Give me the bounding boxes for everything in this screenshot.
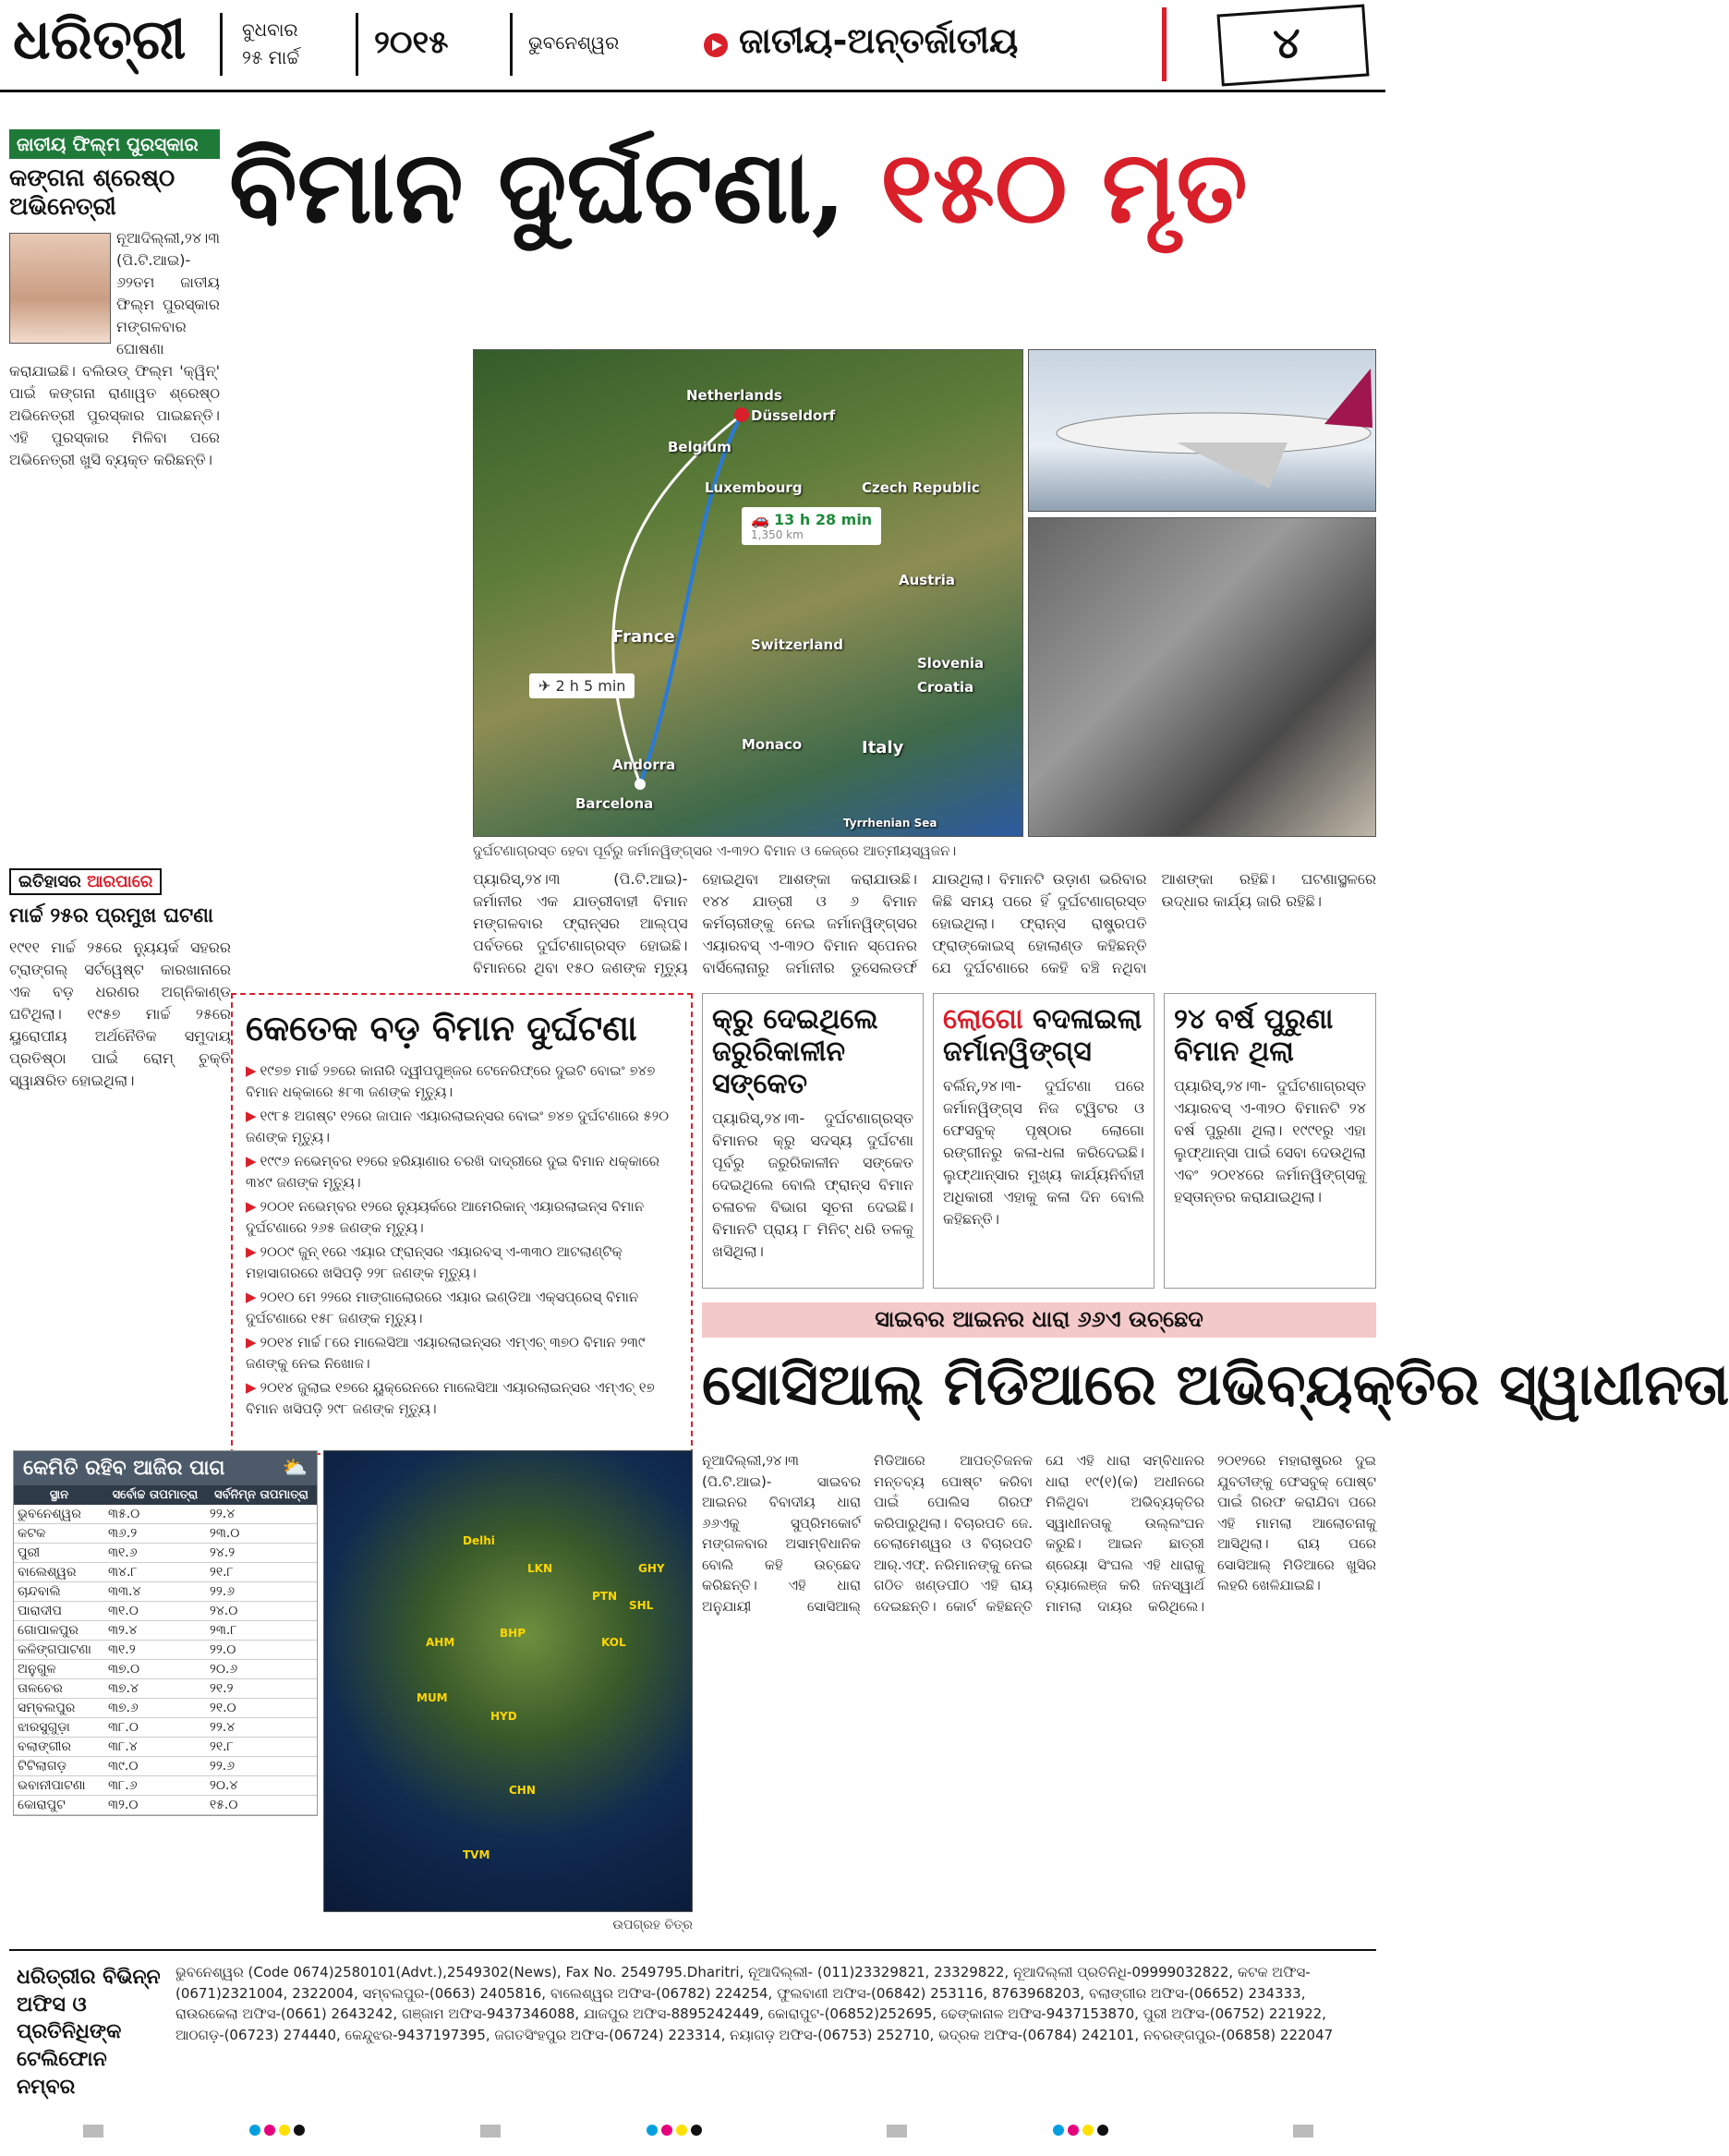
map-label: Luxembourg <box>705 479 803 496</box>
weather-min: ୨୪.୦ <box>206 1602 317 1621</box>
weather-place: ଭବାନୀପାଟଣା <box>14 1776 104 1796</box>
major-crashes-box <box>231 993 693 1455</box>
weather-row <box>14 1738 317 1757</box>
weather-min: ୨୧.୮ <box>206 1738 317 1757</box>
weather-max: ୩୪.୮ <box>104 1563 206 1582</box>
satellite-image <box>323 1450 693 1912</box>
story-body: ବର୍ଲିନ୍,୨୪।୩- ଦୁର୍ଘଟଣା ପରେ ଜର୍ମାନୱିଙ୍ଗ୍‌ସ ନିଜ ଟ୍ୱିଟର ଓ ଫେସବୁକ୍ ପୃଷ୍ଠାର ଲୋଗୋ ରଙ୍ଗୀନରୁ କଳା-ଧଳା କରିଦେଇଛି। ଲୁଫ୍‌ଥାନ୍‌ସାର ମୁଖ୍ୟ କାର୍ଯ୍ୟନିର୍ବାହୀ ଅଧିକାରୀ ଏହାକୁ କଳା ଦିନ ବୋଲି କହିଛନ୍ତି। <box>943 1077 1144 1228</box>
map-label: Tyrrhenian Sea <box>843 817 937 830</box>
weather-max: ୩୭.୪ <box>104 1679 206 1699</box>
photo-caption: ଦୁର୍ଘଟଣାଗ୍ରସ୍ତ ହେବା ପୂର୍ବରୁ ଜର୍ମାନୱିଙ୍ଗ୍‌ସର ଏ-୩୨୦ ବିମାନ ଓ କେଜ୍‌ରେ ଆତ୍ମୀୟସ୍ୱଜନ। <box>473 842 957 859</box>
color-dot <box>661 2125 672 2136</box>
weather-place: ସମ୍ବଲପୁର <box>14 1699 104 1718</box>
crash-item: ▶ ୨୦୧୪ ମାର୍ଚ୍ଚ ୮ରେ ମାଲେସିଆ ଏୟାରଲାଇନ୍ସର ଏମ୍‌ଏଚ୍ ୩୭୦ ବିମାନ ୨୩୯ ଜଣଙ୍କୁ ନେଇ ନିଖୋଜ। <box>246 1332 678 1374</box>
weather-place: ଗୋପାଳପୁର <box>14 1621 104 1641</box>
weather-min: ୨୨.୬ <box>206 1582 317 1602</box>
weather-max: ୩୮.୬ <box>104 1776 206 1796</box>
history-badge-prefix: ଇତିହାସର <box>18 872 81 891</box>
weather-place: ପାରାଦୀପ <box>14 1602 104 1621</box>
weather-max: ୩୮.୦ <box>104 1718 206 1738</box>
weather-place: ଟିଟିଲାଗଡ଼ <box>14 1757 104 1776</box>
weather-max: ୩୧.୬ <box>104 1544 206 1563</box>
weather-row <box>14 1602 317 1621</box>
sat-city: AHM <box>426 1636 455 1649</box>
weather-max: ୩୩.୪ <box>104 1582 206 1602</box>
grieving-relatives-photo <box>1028 517 1376 837</box>
film-award-story <box>9 129 220 471</box>
sat-city: Delhi <box>463 1534 495 1547</box>
weather-row <box>14 1524 317 1544</box>
weather-max: ୩୨.୦ <box>104 1796 206 1815</box>
weather-max: ୩୯.୦ <box>104 1757 206 1776</box>
masthead-divider <box>510 13 513 76</box>
cloud-sun-icon: ⛅ <box>282 1457 308 1480</box>
actress-photo <box>9 233 111 344</box>
weather-place: ଚାନ୍ଦବାଲି <box>14 1582 104 1602</box>
story-body: ପ୍ୟାରିସ୍,୨୪।୩- ଦୁର୍ଘଟଣାଗ୍ରସ୍ତ ଏୟାରବସ୍ ଏ-୩୨୦ ବିମାନଟି ୨୪ ବର୍ଷ ପୁରୁଣା ଥିଲା। ୧୯୯୧ରୁ ଏହା ଲୁଫ୍‌ଥାନ୍‌ସା ପାଇଁ ସେବା ଦେଉଥିଲା ଏବଂ ୨୦୧୪ରେ ଜର୍ମାନୱିଙ୍ଗ୍‌ସକୁ ହସ୍ତାନ୍ତର କରାଯାଇଥିଲା। <box>1174 1077 1366 1205</box>
crash-item: ▶ ୧୯୯୬ ନଭେମ୍ବର ୧୨ରେ ହରିୟାଣାର ଚରଖି ଦାଦ୍ରୀରେ ଦୁଇ ବିମାନ ଧକ୍କାରେ ୩୪୯ ଜଣଙ୍କ ମୃତ୍ୟୁ। <box>246 1151 678 1193</box>
main-headline <box>229 129 1374 249</box>
weather-row <box>14 1679 317 1699</box>
weather-min: ୨୨.୪ <box>206 1718 317 1738</box>
main-story-body: ପ୍ୟାରିସ୍,୨୪।୩ (ପି.ଟି.ଆଇ)- ଜର୍ମାନୀର ଏକ ଯାତ୍ରୀବାହୀ ବିମାନ ମଙ୍ଗଳବାର ଫ୍ରାନ୍ସର ଆଲ୍‌ପ୍ସ ପର୍ବତରେ ଦୁର୍ଘଟଣାଗ୍ରସ୍ତ ହୋଇଛି। ବିମାନରେ ଥିବା ୧୫୦ ଜଣଙ୍କ ମୃତ୍ୟୁ ହୋଇଥିବା ଆଶଙ୍କା କରାଯାଉଛି। ୧୪୪ ଯାତ୍ରୀ ଓ ୬ ବିମାନ କର୍ମଚାରୀଙ୍କୁ ନେଇ ଜର୍ମାନୱିଙ୍ଗ୍‌ସର ଏୟାରବସ୍ ଏ-୩୨୦ ବିମାନ ସ୍ପେନର ବାର୍ସିଲୋନାରୁ ଜର୍ମାନୀର ଡୁସେଲଡର୍ଫ ଯାଉଥିଲା। ବିମାନଟି ଉଡ଼ାଣ ଭରିବାର କିଛି ସମୟ ପରେ ହିଁ ଦୁର୍ଘଟଣାଗ୍ରସ୍ତ ହୋଇଥିଲା। ଫ୍ରାନ୍ସ ରାଷ୍ଟ୍ରପତି ଫ୍ରାଙ୍କୋଇସ୍ ହୋଲାଣ୍ଡ କହିଛନ୍ତି ଯେ ଦୁର୍ଘଟଣାରେ କେହି ବଞ୍ଚି ନଥିବା ଆଶଙ୍କା ରହିଛି। ଘଟଣାସ୍ଥଳରେ ଉଦ୍ଧାର କାର୍ଯ୍ୟ ଜାରି ରହିଛି। <box>473 870 1376 976</box>
drive-time: 13 h 28 min <box>774 511 873 528</box>
weather-max: ୩୨.୪ <box>104 1621 206 1641</box>
weather-place: କୋରାପୁଟ <box>14 1796 104 1815</box>
map-label: Belgium <box>668 439 732 455</box>
map-label: Netherlands <box>686 387 782 404</box>
weather-min: ୨୨.୬ <box>206 1757 317 1776</box>
map-label: Switzerland <box>751 636 843 653</box>
page-number: ୪ <box>1271 17 1303 69</box>
office-contacts <box>9 1949 1376 2097</box>
sat-city: TVM <box>463 1848 490 1861</box>
story-body: ପ୍ୟାରିସ୍,୨୪।୩- ଦୁର୍ଘଟଣାଗ୍ରସ୍ତ ବିମାନର କ୍ରୁ ସଦସ୍ୟ ଦୁର୍ଘଟଣା ପୂର୍ବରୁ ଜରୁରିକାଳୀନ ସଙ୍କେତ ଦେଇଥିଲେ ବୋଲି ଫ୍ରାନ୍ସ ବିମାନ ଚଳାଚଳ ବିଭାଗ ସୂଚନା ଦେଇଛି। ବିମାନଟି ପ୍ରାୟ ୮ ମିନିଟ୍ ଧରି ତଳକୁ ଖସିଥିଲା। <box>712 1109 913 1260</box>
map-label: Italy <box>862 738 904 757</box>
airplane-illustration <box>1029 350 1377 513</box>
col-place: ସ୍ଥାନ <box>14 1485 104 1505</box>
weather-title <box>14 1451 317 1485</box>
weather-max: ୩୭.୬ <box>104 1699 206 1718</box>
masthead-city: ଭୁବନେଶ୍ୱର <box>528 31 620 54</box>
drive-time-card <box>742 507 881 545</box>
color-dot <box>1082 2125 1094 2136</box>
story-headline: କଙ୍ଗନା ଶ୍ରେଷ୍ଠ ଅଭିନେତ୍ରୀ <box>9 164 175 221</box>
color-dot <box>294 2125 305 2136</box>
sat-city: HYD <box>490 1710 517 1723</box>
history-badge-red: ଆରପାରେ <box>87 872 153 891</box>
weather-row <box>14 1505 317 1524</box>
registration-mark <box>83 2125 103 2138</box>
color-dot <box>676 2125 687 2136</box>
weather-place: ଝାରସୁଗୁଡ଼ା <box>14 1718 104 1738</box>
weather-table <box>14 1485 317 1815</box>
color-dot <box>1097 2125 1108 2136</box>
weather-min: ୨୧.୮ <box>206 1563 317 1582</box>
color-dot <box>279 2125 290 2136</box>
weather-row <box>14 1699 317 1718</box>
masthead-red-bar <box>1162 7 1167 81</box>
weather-row <box>14 1544 317 1563</box>
masthead-year: ୨୦୧୫ <box>374 24 449 61</box>
social-media-headline: ସୋସିଆଲ୍ ମିଡିଆରେ ଅଭିବ୍ୟକ୍ତିର ସ୍ୱାଧୀନତା <box>702 1351 1729 1418</box>
registration-mark <box>1293 2125 1313 2138</box>
weather-place: କଟକ <box>14 1524 104 1544</box>
weather-row <box>14 1718 317 1738</box>
weather-min: ୨୩.୮ <box>206 1621 317 1641</box>
weather-min: ୨୦.୬ <box>206 1660 317 1679</box>
offices-list: ଭୁବନେଶ୍ୱର (Code 0674)2580101(Advt.),2549302(News), Fax No. 2549795.Dharitri, ନୂଆଦିଲ୍ଲୀ- (011)23329821, 23329822, ନୂଆଦିଲ୍ଲୀ ପ୍ରତିନିଧି-09999032822, କଟକ ଅଫିସ-(0671)2321004, 2322004, ସମ୍ବଲପୁର-(0663) 2405816, ବାଲେଶ୍ୱର ଅଫିସ-(06782) 224254, ଫୁଲବାଣୀ ଅଫିସ-(06842) 253116, 8763968203, ବଲାଙ୍ଗୀର ଅଫିସ-(06652) 234333, ରାଉରକେଲା ଅଫିସ-(0661) 2643242, ଗଞ୍ଜାମ ଅଫିସ-9437346088, ଯାଜପୁର ଅଫିସ-8895242449, କୋରାପୁଟ-(06852)252695, ଢେଙ୍କାନାଳ ଅଫିସ-9437153870, ପୁରୀ ଅଫିସ-(06752) 221922, ଆଠଗଡ଼-(06723) 274440, କେନ୍ଦୁଝର-9437197395, ଜଗତସିଂହପୁର ଅଫିସ-(06724) 223314, ନୟାଗଡ଼ ଅଫିସ-(06753) 252710, ଭଦ୍ରକ ଅଫିସ-(06784) 242101, ନବରଙ୍ଗପୁର-(06858) 222047 <box>175 1964 1334 2043</box>
weather-max: ୩୮.୪ <box>104 1738 206 1757</box>
satellite-caption: ଉପଗ୍ରହ ଚିତ୍ର <box>612 1918 693 1932</box>
weather-max: ୩୧.୦ <box>104 1602 206 1621</box>
page-number-box <box>1216 5 1369 87</box>
weather-min: ୨୧.୨ <box>206 1679 317 1699</box>
weather-row <box>14 1582 317 1602</box>
sat-city: BHP <box>500 1627 526 1640</box>
color-dot <box>691 2125 702 2136</box>
map-label: Austria <box>899 572 956 588</box>
history-body: ୧୯୧୧ ମାର୍ଚ୍ଚ ୨୫ରେ ନ୍ୟୁୟର୍କ ସହରର ଟ୍ରାଙ୍ଗଲ୍ ସର୍ଟୱେଷ୍ଟ କାରଖାନାରେ ଏକ ବଡ଼ ଧରଣର ଅଗ୍ନିକାଣ୍ଡ ଘଟିଥିଲା। ୧୯୫୭ ମାର୍ଚ୍ଚ ୨୫ରେ ୟୁରୋପୀୟ ଅର୍ଥନୈତିକ ସମୁଦାୟ ପ୍ରତିଷ୍ଠା ପାଇଁ ରୋମ୍ ଚୁକ୍ତି ସ୍ୱାକ୍ଷରିତ ହୋଇଥିଲା। <box>9 939 231 1089</box>
logo-change-story <box>933 993 1155 1289</box>
old-plane-story <box>1164 993 1376 1289</box>
crash-item: ▶ ୧୯୭୭ ମାର୍ଚ୍ଚ ୨୭ରେ କାନାରି ଦ୍ୱୀପପୁଞ୍ଜର ଟେନେରିଫ୍‌ରେ ଦୁଇଟି ବୋଇଂ ୭୪୭ ବିମାନ ଧକ୍କାରେ ୫୮୩ ଜଣଙ୍କ ମୃତ୍ୟୁ। <box>246 1060 678 1102</box>
history-box <box>9 868 231 1092</box>
weather-box <box>13 1450 318 1816</box>
crew-signal-story <box>702 993 924 1289</box>
headline-rest: ବଦଳାଇଲା ଜର୍ମାନୱିଙ୍ଗ୍‌ସ <box>943 1003 1143 1068</box>
weather-row <box>14 1796 317 1815</box>
story-body: ନୂଆଦିଲ୍ଲୀ,୨୪।୩ (ପି.ଟି.ଆଇ)- ୬୨ତମ ଜାତୀୟ ଫିଲ୍ମ ପୁରସ୍କାର ମଙ୍ଗଳବାର ଘୋଷଣା କରାଯାଇଛି। ବଲିଉଡ୍ ଫିଲ୍ମ 'କ୍ୱିନ୍' ପାଇଁ କଙ୍ଗନା ରାଣାୱତ ଶ୍ରେଷ୍ଠ ଅଭିନେତ୍ରୀ ପୁରସ୍କାର ପାଇଛନ୍ତି। ଏହି ପୁରସ୍କାର ମିଳିବା ପରେ ଅଭିନେତ୍ରୀ ଖୁସି ବ୍ୟକ୍ତ କରିଛନ୍ତି। <box>9 229 220 468</box>
color-dot <box>1053 2125 1064 2136</box>
crash-item: ▶ ୨୦୧୪ ଜୁଲାଇ ୧୭ରେ ୟୁକ୍ରେନରେ ମାଲେସିଆ ଏୟାରଲାଇନ୍ସର ଏମ୍‌ଏଚ୍ ୧୭ ବିମାନ ଖସିପଡ଼ି ୨୯୮ ଜଣଙ୍କ ମୃତ୍ୟୁ। <box>246 1377 678 1419</box>
weather-max: ୩୧.୨ <box>104 1641 206 1660</box>
masthead <box>0 0 1385 92</box>
crash-list-title: କେତେକ ବଡ଼ ବିମାନ ଦୁର୍ଘଟଣା <box>246 1008 637 1048</box>
masthead-divider <box>220 13 223 76</box>
headline-red-word: ଲୋଗୋ <box>943 1003 1023 1036</box>
weather-min: ୨୧.୦ <box>206 1699 317 1718</box>
map-label: Croatia <box>917 679 974 696</box>
col-max: ସର୍ବୋଚ୍ଚ ତାପମାତ୍ରା <box>104 1485 206 1505</box>
weather-row <box>14 1563 317 1582</box>
history-title: ମାର୍ଚ୍ଚ ୨୫ର ପ୍ରମୁଖ ଘଟଣା <box>9 904 213 927</box>
weather-row <box>14 1660 317 1679</box>
crash-item: ▶ ୨୦୧୦ ମେ ୨୨ରେ ମାଙ୍ଗାଲୋରରେ ଏୟାର ଇଣ୍ଡିଆ ଏକ୍ସପ୍ରେସ୍ ବିମାନ ଦୁର୍ଘଟଣାରେ ୧୫୮ ଜଣଙ୍କ ମୃତ୍ୟୁ। <box>246 1287 678 1328</box>
cyber-law-banner: ସାଇବର ଆଇନର ଧାରା ୬୬ଏ ଉଚ୍ଛେଦ <box>702 1302 1376 1338</box>
color-dot <box>647 2125 658 2136</box>
crash-item: ▶ ୨୦୦୯ ଜୁନ୍ ୧ରେ ଏୟାର ଫ୍ରାନ୍ସର ଏୟାରବସ୍ ଏ-୩୩୦ ଆଟଲାଣ୍ଟିକ୍ ମହାସାଗରରେ ଖସିପଡ଼ି ୨୨୮ ଜଣଙ୍କ ମୃତ୍ୟୁ। <box>246 1242 678 1283</box>
flight-time-card <box>529 673 635 698</box>
sat-city: GHY <box>638 1562 665 1575</box>
map-label: France <box>612 627 675 647</box>
masthead-day: ବୁଧବାର <box>242 18 298 41</box>
history-badge <box>9 868 162 895</box>
car-icon: 🚗 <box>751 511 769 528</box>
weather-max: ୩୭.୦ <box>104 1660 206 1679</box>
weather-min: ୨୦.୪ <box>206 1776 317 1796</box>
map-label: Barcelona <box>575 795 654 812</box>
plane-icon: ✈ <box>538 677 551 695</box>
color-dot <box>249 2125 260 2136</box>
weather-row <box>14 1641 317 1660</box>
registration-mark <box>480 2125 501 2138</box>
map-label: Düsseldorf <box>751 407 836 424</box>
flight-route <box>613 415 742 784</box>
map-label: Czech Republic <box>862 479 980 496</box>
crash-item: ▶ ୧୯୮୫ ଅଗଷ୍ଟ ୧୨ରେ ଜାପାନ ଏୟାରଲାଇନ୍ସର ବୋଇଂ ୭୪୭ ଦୁର୍ଘଟଣାରେ ୫୨୦ ଜଣଙ୍କ ମୃତ୍ୟୁ। <box>246 1106 678 1147</box>
weather-place: ଅନୁଗୁଳ <box>14 1660 104 1679</box>
sat-city: LKN <box>527 1562 552 1575</box>
route-lines <box>474 350 1024 838</box>
weather-title-text: କେମିତି ରହିବ ଆଜିର ପାଗ <box>23 1457 225 1480</box>
headline-black: ବିମାନ ଦୁର୍ଘଟଣା, <box>229 129 846 246</box>
masthead-date: ୨୫ ମାର୍ଚ୍ଚ <box>242 46 300 68</box>
weather-place: ତାଳଚେର <box>14 1679 104 1699</box>
drive-distance: 1,350 km <box>751 528 804 541</box>
color-dot <box>264 2125 275 2136</box>
newspaper-logo: ଧରିତ୍ରୀ <box>13 7 187 72</box>
crash-item: ▶ ୨୦୦୧ ନଭେମ୍ବର ୧୨ରେ ନ୍ୟୁୟର୍କରେ ଆମେରିକାନ୍ ଏୟାରଲାଇନ୍ସ ବିମାନ ଦୁର୍ଘଟଣାରେ ୨୬୫ ଜଣଙ୍କ ମୃତ୍ୟୁ। <box>246 1196 678 1238</box>
sat-city: KOL <box>601 1636 626 1649</box>
col-min: ସର୍ବନିମ୍ନ ତାପମାତ୍ରା <box>206 1485 317 1505</box>
sat-city: SHL <box>629 1599 654 1612</box>
drive-route <box>640 415 742 784</box>
map-label: Slovenia <box>917 655 985 672</box>
weather-min: ୨୨.୪ <box>206 1505 317 1524</box>
sat-city: CHN <box>509 1784 536 1797</box>
headline-red: ୧୫୦ ମୃତ <box>880 129 1248 246</box>
weather-row <box>14 1757 317 1776</box>
weather-min: ୨୪.୨ <box>206 1544 317 1563</box>
weather-min: ୧୫.୦ <box>206 1796 317 1815</box>
weather-rows <box>14 1505 317 1815</box>
story-tag: ଜାତୀୟ ଫିଲ୍ମ ପୁରସ୍କାର <box>9 129 220 159</box>
play-icon <box>704 33 728 57</box>
map-label: Monaco <box>742 736 803 753</box>
weather-place: ଭୁବନେଶ୍ୱର <box>14 1505 104 1524</box>
origin-pin-icon <box>635 779 646 790</box>
color-dot <box>1068 2125 1079 2136</box>
story-headline: ୨୪ ବର୍ଷ ପୁରୁଣା ବିମାନ ଥିଲା <box>1174 1003 1334 1068</box>
airplane-photo <box>1028 349 1376 512</box>
flight-time: 2 h 5 min <box>555 677 626 695</box>
section-title: ଜାତୀୟ-ଅନ୍ତର୍ଜାତୀୟ <box>739 20 1019 61</box>
registration-mark <box>887 2125 907 2138</box>
map-label: Andorra <box>612 757 676 773</box>
weather-max: ୩୫.୦ <box>104 1505 206 1524</box>
weather-min: ୨୨.୦ <box>206 1641 317 1660</box>
destination-pin-icon <box>734 407 749 422</box>
weather-min: ୨୩.୦ <box>206 1524 317 1544</box>
weather-row <box>14 1776 317 1796</box>
weather-place: କଳିଙ୍ଗପାଟଣା <box>14 1641 104 1660</box>
masthead-divider <box>356 13 358 76</box>
story-headline <box>943 1003 1144 1068</box>
weather-row <box>14 1621 317 1641</box>
offices-title: ଧରିତ୍ରୀର ବିଭିନ୍ନ ଅଫିସ ଓ ପ୍ରତିନିଧିଙ୍କ ଟେଲିଫୋନ ନମ୍ବର <box>17 1966 161 2099</box>
flight-route-map <box>473 349 1023 837</box>
sat-city: PTN <box>592 1590 618 1603</box>
social-media-body: ନୂଆଦିଲ୍ଲୀ,୨୪।୩ (ପି.ଟି.ଆଇ)- ସାଇବର ଆଇନର ବିବାଦୀୟ ଧାରା ୬୬ଏକୁ ସୁପ୍ରିମକୋର୍ଟ ମଙ୍ଗଳବାର ଅସାମ୍ବିଧାନିକ ବୋଲି କହି ଉଚ୍ଛେଦ କରିଛନ୍ତି। ଏହି ଧାରା ଅନୁଯାୟୀ ସୋସିଆଲ୍ ମିଡିଆରେ ଆପତ୍ତିଜନକ ମନ୍ତବ୍ୟ ପୋଷ୍ଟ କରିବା ପାଇଁ ପୋଲିସ ଗିରଫ କରିପାରୁଥିଲା। ବିଚାରପତି ଜେ. ଚେଲାମେଶ୍ୱର ଓ ବିଚାରପତି ଆର୍.ଏଫ୍. ନରିମାନଙ୍କୁ ନେଇ ଗଠିତ ଖଣ୍ଡପୀଠ ଏହି ରାୟ ଦେଇଛନ୍ତି। କୋର୍ଟ କହିଛନ୍ତି ଯେ ଏହି ଧାରା ସମ୍ବିଧାନର ଧାରା ୧୯(୧)(କ) ଅଧୀନରେ ମିଳିଥିବା ଅଭିବ୍ୟକ୍ତିର ସ୍ୱାଧୀନତାକୁ ଉଲ୍ଲଂଘନ କରୁଛି। ଆଇନ ଛାତ୍ରୀ ଶ୍ରେୟା ସିଂଘଲ ଏହି ଧାରାକୁ ଚ୍ୟାଲେଞ୍ଜ କରି ଜନସ୍ୱାର୍ଥ ମାମଲା ଦାୟର କରିଥିଲେ। ୨୦୧୨ରେ ମହାରାଷ୍ଟ୍ରର ଦୁଇ ଯୁବତୀଙ୍କୁ ଫେସବୁକ୍ ପୋଷ୍ଟ ପାଇଁ ଗିରଫ କରାଯିବା ପରେ ଏହି ମାମଲା ଆଲୋଚନାକୁ ଆସିଥିଲା। ରାୟ ପରେ ସୋସିଆଲ୍ ମିଡିଆରେ ଖୁସିର ଲହରି ଖେଳିଯାଇଛି। <box>702 1452 1376 1615</box>
weather-place: ବାଲେଶ୍ୱର <box>14 1563 104 1582</box>
weather-place: ପୁରୀ <box>14 1544 104 1563</box>
story-headline: କ୍ରୁ ଦେଇଥିଲେ ଜରୁରିକାଳୀନ ସଙ୍କେତ <box>712 1003 878 1100</box>
weather-max: ୩୬.୨ <box>104 1524 206 1544</box>
sat-city: MUM <box>417 1691 448 1704</box>
weather-place: ବଲାଙ୍ଗୀର <box>14 1738 104 1757</box>
